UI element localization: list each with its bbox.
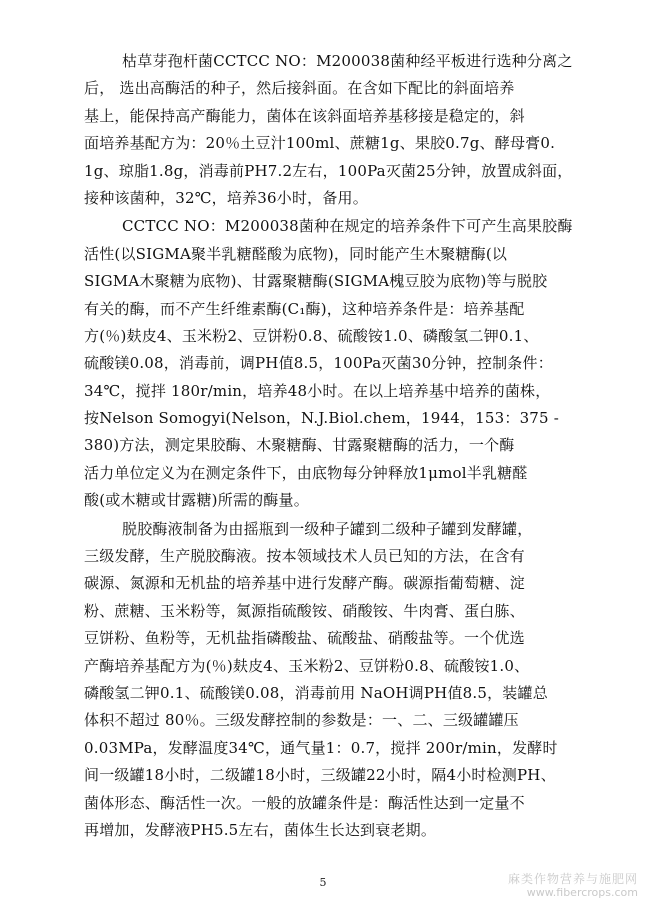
text-line: 0.03MPa，发酵温度34℃，通气量1：0.7，搅拌 200r/min，发酵时 — [84, 738, 558, 757]
paragraph-enzyme-activity — [84, 213, 584, 514]
text-line: 枯草芽孢杆菌CCTCC NO：M200038菌种经平板进行选种分离之 — [122, 52, 573, 70]
text-line: 碳源、氮源和无机盐的培养基中进行发酵产酶。碳源指葡萄糖、淀 — [84, 574, 525, 593]
text-line: 间一级罐18小时，二级罐18小时，三级罐22小时，隔4小时检测PH、 — [84, 766, 556, 785]
paragraph-fermentation — [84, 516, 584, 845]
text-line: 380)方法，测定果胶酶、木聚糖酶、甘露聚糖酶的活力，一个酶 — [84, 436, 515, 455]
page-number: 5 — [319, 876, 327, 889]
text-line: 面培养基配方为：20％土豆汁100ml、蔗糖1g、果胶0.7g、酵母膏0. — [84, 134, 556, 153]
text-line: 体积不超过 80％。三级发酵控制的参数是：一、二、三级罐罐压 — [84, 711, 519, 730]
text-line: 磷酸氢二钾0.1、硫酸镁0.08，消毒前用 NaOH调PH值8.5，装罐总 — [84, 683, 548, 702]
text-line: 按Nelson Somogyi(Nelson，N.J.Biol.chem，1944，153：375 - — [84, 409, 560, 428]
text-line: 酸(或木糖或甘露糖)所需的酶量。 — [84, 491, 309, 510]
watermark-url: www.fibercrops.com — [526, 886, 638, 899]
paragraph-strain-selection — [84, 48, 584, 212]
text-line: 菌体形态、酶活性一次。一般的放罐条件是：酶活性达到一定量不 — [84, 793, 525, 812]
watermark-text: 麻类作物营养与施肥网 — [507, 872, 638, 886]
watermark — [488, 872, 638, 900]
text-line: 活力单位定义为在测定条件下，由底物每分钟释放1μmol半乳糖醛 — [84, 463, 528, 482]
body-text — [84, 48, 584, 845]
text-line: 硫酸镁0.08，消毒前，调PH值8.5，100Pa灭菌30分钟，控制条件： — [84, 354, 553, 373]
text-line: CCTCC NO：M200038菌种在规定的培养条件下可产生高果胶酶 — [122, 217, 573, 236]
text-line: 豆饼粉、鱼粉等，无机盐指磷酸盐、硫酸盐、硝酸盐等。一个优选 — [84, 629, 525, 648]
text-line: 粉、蔗糖、玉米粉等，氮源指硫酸铵、硝酸铵、牛肉膏、蛋白胨、 — [84, 601, 525, 620]
text-line: 方(％)麸皮4、玉米粉2、豆饼粉0.8、硫酸铵1.0、磷酸氢二钾0.1、 — [84, 326, 539, 345]
text-line: 接种该菌种，32℃，培养36小时，备用。 — [84, 188, 368, 207]
text-line: 后， 选出高酶活的种子，然后接斜面。在含如下配比的斜面培养 — [84, 79, 515, 98]
text-line: SIGMA木聚糖为底物)、甘露聚糖酶(SIGMA槐豆胶为底物)等与脱胶 — [84, 272, 548, 291]
text-line: 有关的酶，而不产生纤维素酶(C₁酶)，这种培养条件是：培养基配 — [84, 299, 525, 318]
text-line: 脱胶酶液制备为由摇瓶到一级种子罐到二级种子罐到发酵罐， — [122, 519, 533, 538]
text-line: 1g、琼脂1.8g，消毒前PH7.2左右，100Pa灭菌25分钟，放置成斜面， — [84, 161, 573, 180]
text-line: 三级发酵，生产脱胶酶液。按本领域技术人员已知的方法，在含有 — [84, 547, 525, 566]
text-line: 基上，能保持高产酶能力，菌体在该斜面培养基移接是稳定的，斜 — [84, 106, 525, 125]
text-line: 产酶培养基配方为(％)麸皮4、玉米粉2、豆饼粉0.8、硫酸铵1.0、 — [84, 656, 530, 675]
text-line: 活性(以SIGMA聚半乳糖醛酸为底物)，同时能产生木聚糖酶(以 — [84, 244, 508, 263]
text-line: 34℃，搅拌 180r/min，培养48小时。在以上培养基中培养的菌株， — [84, 381, 551, 400]
text-line: 再增加，发酵液PH5.5左右，菌体生长达到衰老期。 — [84, 820, 437, 839]
